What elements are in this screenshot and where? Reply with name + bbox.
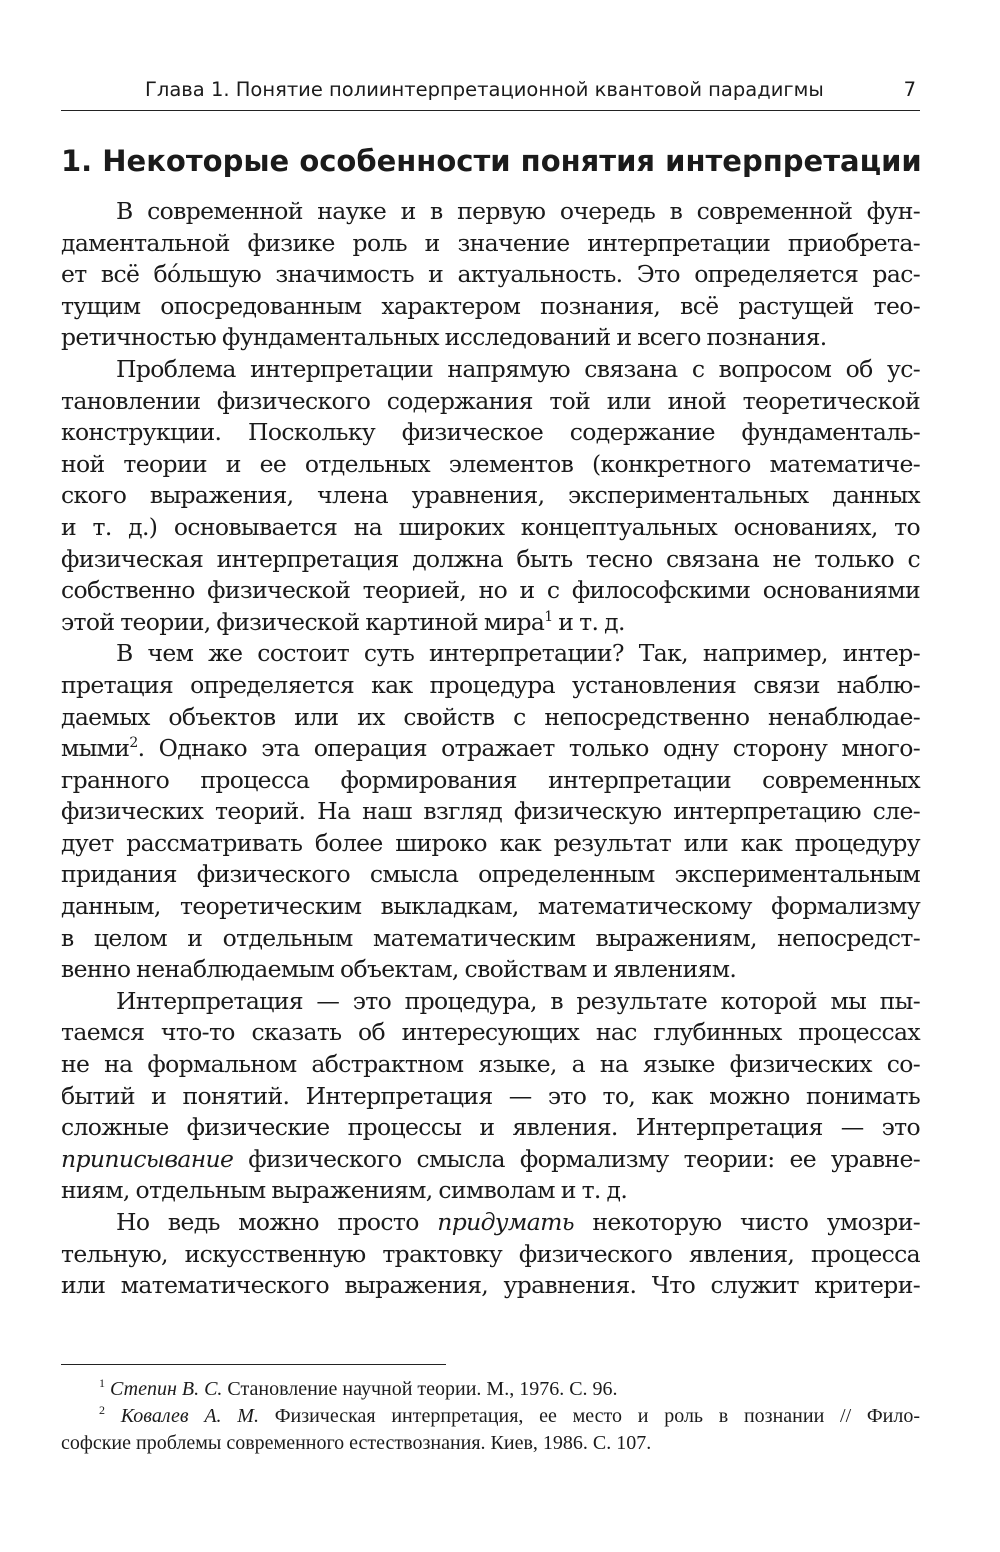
header-rule <box>61 110 920 111</box>
text-line: физических теорий. На наш взгляд физическую интерпретацию сле- <box>61 797 920 826</box>
text-line: Интерпретация — это процедура, в результате которой мы пы- <box>116 986 920 1015</box>
footnote-marker: 2 <box>99 1403 105 1417</box>
text-line: тановлении физического содержания той или иной теоретической <box>61 386 920 415</box>
text-line: венно ненаблюдаемым объектам, свойствам и явлениям. <box>61 955 737 984</box>
text-line: ниям, отдельным выражениям, символам и т. д. <box>61 1176 628 1205</box>
text-line: В чем же состоит суть интерпретации? Так, например, интер- <box>116 639 920 668</box>
text-line: в целом и отдельным математическим выражениям, непосредст- <box>61 923 920 952</box>
text-line: конструкции. Поскольку физическое содержание фундаменталь- <box>61 418 920 447</box>
footnote-ref-1: 1 <box>544 608 553 625</box>
text-line: Проблема интерпретации напрямую связана с вопросом об ус- <box>116 354 920 383</box>
text-line: данным, теоретическим выкладкам, математическому формализму <box>61 892 920 921</box>
body-text <box>61 196 920 1302</box>
footnote-marker: 1 <box>99 1376 105 1390</box>
text-run: . Однако эта операция отражает только одну сторону много- <box>137 734 920 763</box>
text-run: мыми <box>61 734 130 763</box>
text-line: ет всё бо́льшую значимость и актуальность. Это определяется рас- <box>61 260 920 289</box>
text-line: придания физического смысла определенным экспериментальным <box>61 860 920 889</box>
text-line: бытий и понятий. Интерпретация — это то, как можно понимать <box>61 1081 920 1110</box>
text-run: физического смысла формализму теории: ее уравне- <box>233 1144 920 1173</box>
footnote-1 <box>61 1376 920 1403</box>
text-line: гранного процесса формирования интерпретации современных <box>61 765 920 794</box>
footnote-text: Становление научной теории. М., 1976. С. 96. <box>222 1378 618 1400</box>
page-number: 7 <box>903 78 916 101</box>
text-line: ной теории и ее отдельных элементов (конкретного математиче- <box>61 449 920 478</box>
text-line: не на формальном абстрактном языке, а на языке физических со- <box>61 1050 920 1079</box>
text-line: или математического выражения, уравнения. Что служит критери- <box>61 1271 920 1300</box>
footnote-rule <box>61 1364 446 1365</box>
running-head <box>61 70 920 110</box>
footnote-2-continued: софские проблемы современного естествознания. Киев, 1986. С. 107. <box>61 1432 652 1454</box>
footnote-ref-2: 2 <box>129 735 138 752</box>
text-line: сложные физические процессы и явления. Интерпретация — это <box>61 1113 920 1142</box>
book-page <box>61 0 920 1552</box>
text-line: ретичностью фундаментальных исследований и всего познания. <box>61 323 827 352</box>
text-run: Но ведь можно просто <box>116 1208 438 1236</box>
text-run: этой теории, физической картиной мира <box>61 607 545 636</box>
footnotes <box>61 1376 920 1457</box>
text-line: физическая интерпретация должна быть тесно связана не только с <box>61 544 920 573</box>
text-line <box>61 607 920 639</box>
text-line <box>61 1207 920 1239</box>
text-line <box>61 1144 920 1176</box>
running-title: Глава 1. Понятие полиинтерпретационной квантовой парадигмы <box>145 78 824 101</box>
text-line: таемся что-то сказать об интересующих нас глубинных процессах <box>61 1018 920 1047</box>
text-line: собственно физической теорией, но и с философскими основаниями <box>61 576 920 605</box>
text-run: некоторую чисто умозри- <box>573 1208 921 1236</box>
footnote-2 <box>61 1403 920 1430</box>
text-line: дует рассматривать более широко как результат или как процедуру <box>61 828 920 857</box>
text-line: и т. д.) основывается на широких концептуальных основаниях, то <box>61 512 920 541</box>
text-line: тельную, искусственную трактовку физического явления, процесса <box>61 1239 920 1268</box>
text-line: тущим опосредованным характером познания, всё растущей тео- <box>61 291 920 320</box>
text-line: даемых объектов или их свойств с непосредственно ненаблюдае- <box>61 702 920 731</box>
text-run: и т. д. <box>552 607 625 636</box>
emphasis-text: придумать <box>437 1208 574 1236</box>
text-line: претация определяется как процедура установления связи наблю- <box>61 670 920 699</box>
emphasis-text: приписывание <box>61 1144 234 1173</box>
chapter-title: 1. Некоторые особенности понятия интерпретации <box>61 144 922 178</box>
text-line: В современной науке и в первую очередь в современной фун- <box>116 197 920 225</box>
footnote-author: Степин В. С. <box>110 1378 223 1400</box>
footnote-author: Ковалев А. М. <box>120 1405 259 1427</box>
footnote-text: Физическая интерпретация, ее место и роль в познании // Фило- <box>258 1405 921 1427</box>
text-line: ского выражения, члена уравнения, экспериментальных данных <box>61 481 920 510</box>
text-line <box>61 733 920 765</box>
text-line: даментальной физике роль и значение интерпретации приобрета- <box>61 228 920 257</box>
